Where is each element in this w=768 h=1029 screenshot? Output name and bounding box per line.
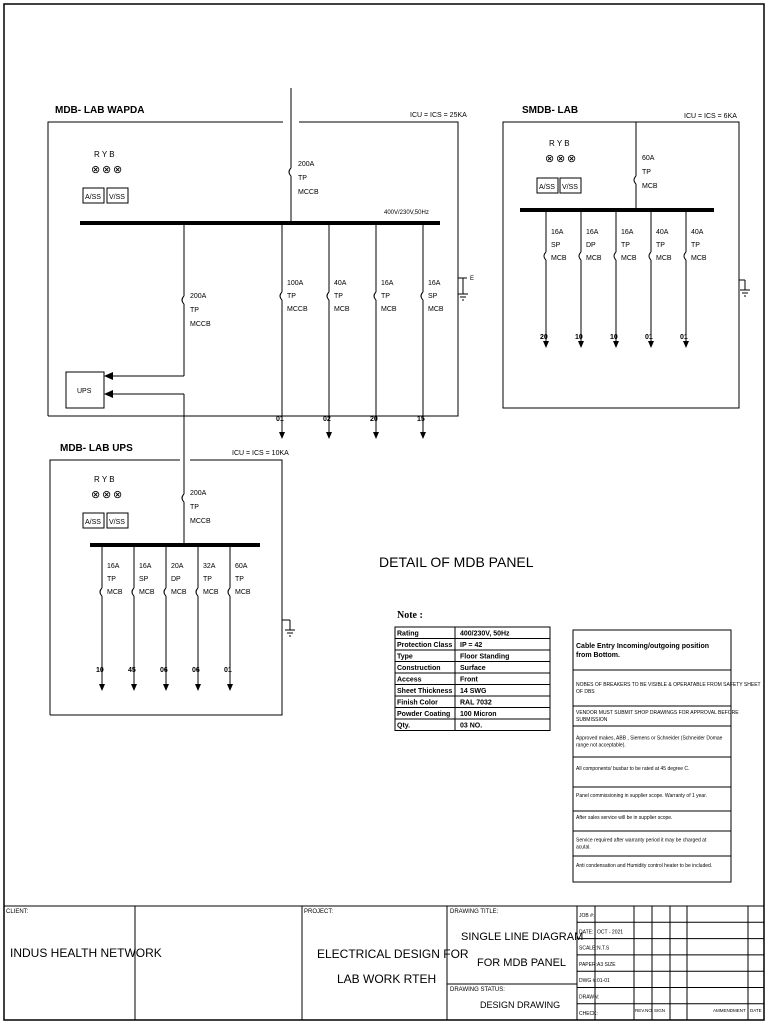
feeder-label: MCB (586, 255, 602, 262)
phase-indicator-lamp-icons (545, 153, 576, 165)
voltmeter-label: V/SS (562, 184, 578, 191)
spec-value: Surface (460, 665, 486, 672)
client-label: CLIENT: (6, 909, 29, 915)
info-label: SCALE: (579, 945, 597, 952)
panel-mdb-lab-wapda (48, 88, 474, 439)
feeder-label: 20A (171, 563, 184, 570)
note-title: Note : (397, 610, 423, 621)
feeder-count: 10 (96, 667, 104, 674)
feeder-count: 01 (224, 667, 232, 674)
voltmeter-label: V/SS (109, 519, 125, 526)
feeder-label: 40A (656, 229, 669, 236)
outgoing-feeders (276, 225, 444, 439)
spec-value: RAL 7032 (460, 699, 492, 707)
spec-key: Type (397, 653, 413, 661)
spec-value: Floor Standing (460, 653, 510, 661)
panel-title: SMDB- LAB (522, 105, 579, 116)
feeder-breaker-icon (614, 252, 616, 260)
note-item: NOBES OF BREAKERS TO BE VISIBLE & OPERATABLE FROM SAFETY SHEET OF DBS (576, 682, 761, 695)
feeder-breaker-icon (132, 588, 134, 596)
spec-key: Qty. (397, 722, 411, 730)
feeder-label: 16A (107, 563, 120, 570)
drawing-title-line2: FOR MDB PANEL (477, 957, 567, 969)
feeder-count: 10 (575, 334, 583, 341)
incomer-breaker-icon (182, 494, 184, 502)
busbar (520, 208, 714, 212)
panel-title: MDB- LAB WAPDA (55, 105, 145, 116)
info-label: PAPER: (579, 961, 597, 968)
svg-text:⊗: ⊗ (102, 489, 112, 501)
feeder-breaker-icon (100, 588, 102, 596)
note-item: Cable Entry Incoming/outgoing position from Bottom. (576, 643, 709, 659)
phase-labels: R Y B (94, 150, 115, 159)
note-item: All components/ busbar to be rated at 45 degree C. (576, 766, 690, 772)
spec-key: Sheet Thickness (397, 688, 453, 695)
feeder-breaker-icon (327, 292, 329, 300)
feeder-count: 20 (370, 416, 378, 423)
feeder-breaker-icon (649, 252, 651, 260)
revision-header: REV.NO. (635, 1008, 654, 1013)
feeder-label: MCB (551, 255, 567, 262)
feeder-label: SP (139, 576, 149, 583)
busbar (80, 221, 440, 225)
feeder-count: 15 (417, 416, 425, 423)
revision-header: SIGN (654, 1008, 666, 1013)
incomer-rating: 200A (298, 161, 315, 168)
spec-key: Finish Color (397, 699, 438, 707)
feeder-count: 06 (160, 667, 168, 674)
feeder-breaker-icon (684, 252, 686, 260)
feeder-label: 60A (235, 563, 248, 570)
feeder-arrow-icon (613, 341, 619, 348)
feeder-count: 20 (540, 334, 548, 341)
feeder-breaker-icon (228, 588, 230, 596)
feeder-label: 40A (691, 229, 704, 236)
svg-text:⊗: ⊗ (113, 489, 123, 501)
spec-key: Access (397, 676, 422, 684)
feeder-label: MCB (171, 589, 187, 596)
feeder-count: 01 (645, 334, 653, 341)
incomer-rating: 200A (190, 490, 207, 497)
icu-rating: ICU = ICS = 25KA (410, 112, 467, 119)
feeder-label: SP (428, 293, 438, 300)
ups-feeder-breaker-icon (182, 296, 184, 304)
revision-header: AMMENDMENT (713, 1008, 746, 1013)
svg-text:⊗: ⊗ (91, 164, 101, 176)
phase-indicator-lamp-icons (91, 164, 122, 176)
project-line2: LAB WORK RTEH (337, 972, 437, 986)
notes-table (573, 630, 761, 882)
ups-feeder-poles: TP (190, 307, 199, 314)
ammeter-label: A/SS (539, 184, 555, 191)
busbar (90, 543, 260, 547)
info-label: DRAWN: (579, 994, 600, 1001)
ammeter-label: A/SS (85, 519, 101, 526)
drawing-status-label: DRAWING STATUS: (450, 987, 505, 993)
revision-header: DATE (750, 1008, 762, 1013)
specification-table (395, 627, 550, 731)
phase-indicator-lamp-icons (91, 489, 122, 501)
svg-text:⊗: ⊗ (556, 153, 566, 165)
panel-title: MDB- LAB UPS (60, 443, 133, 454)
earth-icon (285, 630, 295, 636)
feeder-label: MCB (334, 306, 350, 313)
project-line1: ELECTRICAL DESIGN FOR (317, 947, 469, 961)
feeder-arrow-icon (543, 341, 549, 348)
feeder-label: MCB (691, 255, 707, 262)
panel-mdb-lab-ups (50, 443, 295, 715)
info-label: DATE: (579, 929, 594, 936)
info-value: A3 SIZE (597, 961, 616, 968)
incomer-breaker-icon (634, 176, 636, 184)
incomer-type: MCB (642, 183, 658, 190)
info-label: CHECK: (579, 1010, 598, 1017)
drawing-title-label: DRAWING TITLE: (450, 909, 499, 915)
feeder-label: MCB (107, 589, 123, 596)
feeder-breaker-icon (579, 252, 581, 260)
feeder-label: TP (107, 576, 116, 583)
feeder-label: 40A (334, 280, 347, 287)
note-item: Approved makes, ABB , Siemens or Schneider (Schneider Domae range not acceptable). (576, 735, 723, 749)
ups-feeder-rating: 200A (190, 293, 207, 300)
info-value: N.T.S (597, 945, 610, 952)
feeder-arrow-icon (131, 684, 137, 691)
spec-value: 03 NO. (460, 722, 483, 730)
feeder-arrow-icon (227, 684, 233, 691)
feeder-breaker-icon (280, 292, 282, 300)
feeder-label: DP (586, 242, 596, 249)
feeder-arrow-icon (648, 341, 654, 348)
incomer-poles: TP (642, 169, 651, 176)
feeder-arrow-icon (195, 684, 201, 691)
spec-value: 14 SWG (460, 688, 487, 695)
panel-smdb-lab (503, 105, 750, 408)
feeder-label: MCB (656, 255, 672, 262)
note-item: Anti condensation and Humidity control heater to be included. (576, 863, 713, 869)
feeder-label: TP (287, 293, 296, 300)
feeder-label: MCB (621, 255, 637, 262)
info-label: DWG #: (579, 978, 597, 985)
feeder-label: 16A (621, 229, 634, 236)
feeder-label: MCB (139, 589, 155, 596)
svg-text:⊗: ⊗ (91, 489, 101, 501)
phase-labels: R Y B (549, 139, 570, 148)
client-name: INDUS HEALTH NETWORK (10, 946, 162, 960)
feeder-breaker-icon (196, 588, 198, 596)
note-item: Panel commissioning in supplier scope. Warranty of 1 year. (576, 793, 707, 799)
incomer-poles: TP (298, 175, 307, 182)
feeder-label: MCB (203, 589, 219, 596)
feeder-label: TP (381, 293, 390, 300)
panel-enclosure (503, 122, 739, 408)
feeder-label: TP (691, 242, 700, 249)
info-value: OCT - 2021 (597, 929, 624, 936)
feeder-breaker-icon (164, 588, 166, 596)
notes-table-border (573, 630, 731, 882)
feeder-label: 100A (287, 280, 304, 287)
incomer-breaker-icon (289, 168, 291, 176)
detail-title: DETAIL OF MDB PANEL (379, 554, 534, 570)
spec-value: Front (460, 676, 478, 684)
spec-value: IP = 42 (460, 642, 483, 649)
spec-key: Rating (397, 630, 419, 638)
feeder-label: 16A (381, 280, 394, 287)
feeder-label: 16A (428, 280, 441, 287)
spec-key: Protection Class (397, 642, 453, 649)
feeder-label: 16A (586, 229, 599, 236)
earth-icon (458, 294, 468, 300)
incomer-poles: TP (190, 504, 199, 511)
ammeter-label: A/SS (85, 194, 101, 201)
svg-text:⊗: ⊗ (567, 153, 577, 165)
ups-box-label: UPS (77, 388, 92, 395)
ups-feeder-type: MCCB (190, 321, 211, 328)
feeder-label: 16A (551, 229, 564, 236)
feeder-breaker-icon (544, 252, 546, 260)
svg-text:⊗: ⊗ (113, 164, 123, 176)
incomer-type: MCCB (298, 189, 319, 196)
busbar-label: 400V/230V,50Hz (384, 210, 429, 216)
feeder-label: MCCB (287, 306, 308, 313)
feeder-count: 10 (610, 334, 618, 341)
feeder-arrow-icon (373, 432, 379, 439)
feeder-count: 06 (192, 667, 200, 674)
feeder-arrow-icon (279, 432, 285, 439)
earth-icon (740, 290, 750, 296)
feeder-label: SP (551, 242, 561, 249)
feeder-count: 01 (276, 416, 284, 423)
feeder-arrow-icon (163, 684, 169, 691)
feeder-breaker-icon (374, 292, 376, 300)
info-value: 01-01 (597, 978, 610, 985)
svg-text:⊗: ⊗ (545, 153, 555, 165)
spec-value: 400/230V, 50Hz (460, 630, 510, 638)
feeder-label: MCB (428, 306, 444, 313)
spec-key: Construction (397, 665, 441, 672)
earth-label: E (470, 276, 475, 282)
icu-rating: ICU = ICS = 10KA (232, 450, 289, 457)
feeder-label: TP (621, 242, 630, 249)
drawing-title-line1: SINGLE LINE DIAGRAM (461, 931, 584, 943)
feeder-label: TP (235, 576, 244, 583)
feeder-label: MCB (381, 306, 397, 313)
spec-value: 100 Micron (460, 711, 497, 718)
incomer-rating: 60A (642, 155, 655, 162)
outgoing-feeders (540, 212, 707, 348)
feeder-count: 45 (128, 667, 136, 674)
voltmeter-label: V/SS (109, 194, 125, 201)
feeder-arrow-icon (420, 432, 426, 439)
feeder-label: 32A (203, 563, 216, 570)
feeder-label: TP (334, 293, 343, 300)
feeder-label: TP (203, 576, 212, 583)
icu-rating: ICU = ICS = 6KA (684, 113, 737, 120)
feeder-label: DP (171, 576, 181, 583)
svg-text:⊗: ⊗ (102, 164, 112, 176)
feeder-breaker-icon (421, 292, 423, 300)
feeder-arrow-icon (683, 341, 689, 348)
drawing-status: DESIGN DRAWING (480, 1000, 561, 1010)
ups-input-arrow-icon (104, 372, 113, 380)
feeder-label: 16A (139, 563, 152, 570)
feeder-count: 02 (323, 416, 331, 423)
note-item: After sales service will be in supplier scope. (576, 815, 673, 821)
drawing-info-grid (577, 906, 764, 1020)
feeder-count: 01 (680, 334, 688, 341)
ups-output-arrow-icon (104, 390, 113, 398)
incomer-type: MCCB (190, 518, 211, 525)
feeder-arrow-icon (578, 341, 584, 348)
note-item: Service required after warranty period it may be charged at acutal. (576, 837, 707, 851)
project-label: PROJECT: (304, 909, 334, 915)
feeder-arrow-icon (326, 432, 332, 439)
feeder-arrow-icon (99, 684, 105, 691)
feeder-label: TP (656, 242, 665, 249)
feeder-label: MCB (235, 589, 251, 596)
phase-labels: R Y B (94, 475, 115, 484)
spec-key: Powder Coating (397, 711, 451, 718)
outgoing-feeders (96, 547, 251, 691)
note-item: VENDOR MUST SUBMIT SHOP DRAWINGS FOR APPROVAL BEFORE SUBMISSION (576, 710, 739, 723)
title-block (4, 906, 764, 1020)
info-label: JOB #: (579, 913, 595, 919)
